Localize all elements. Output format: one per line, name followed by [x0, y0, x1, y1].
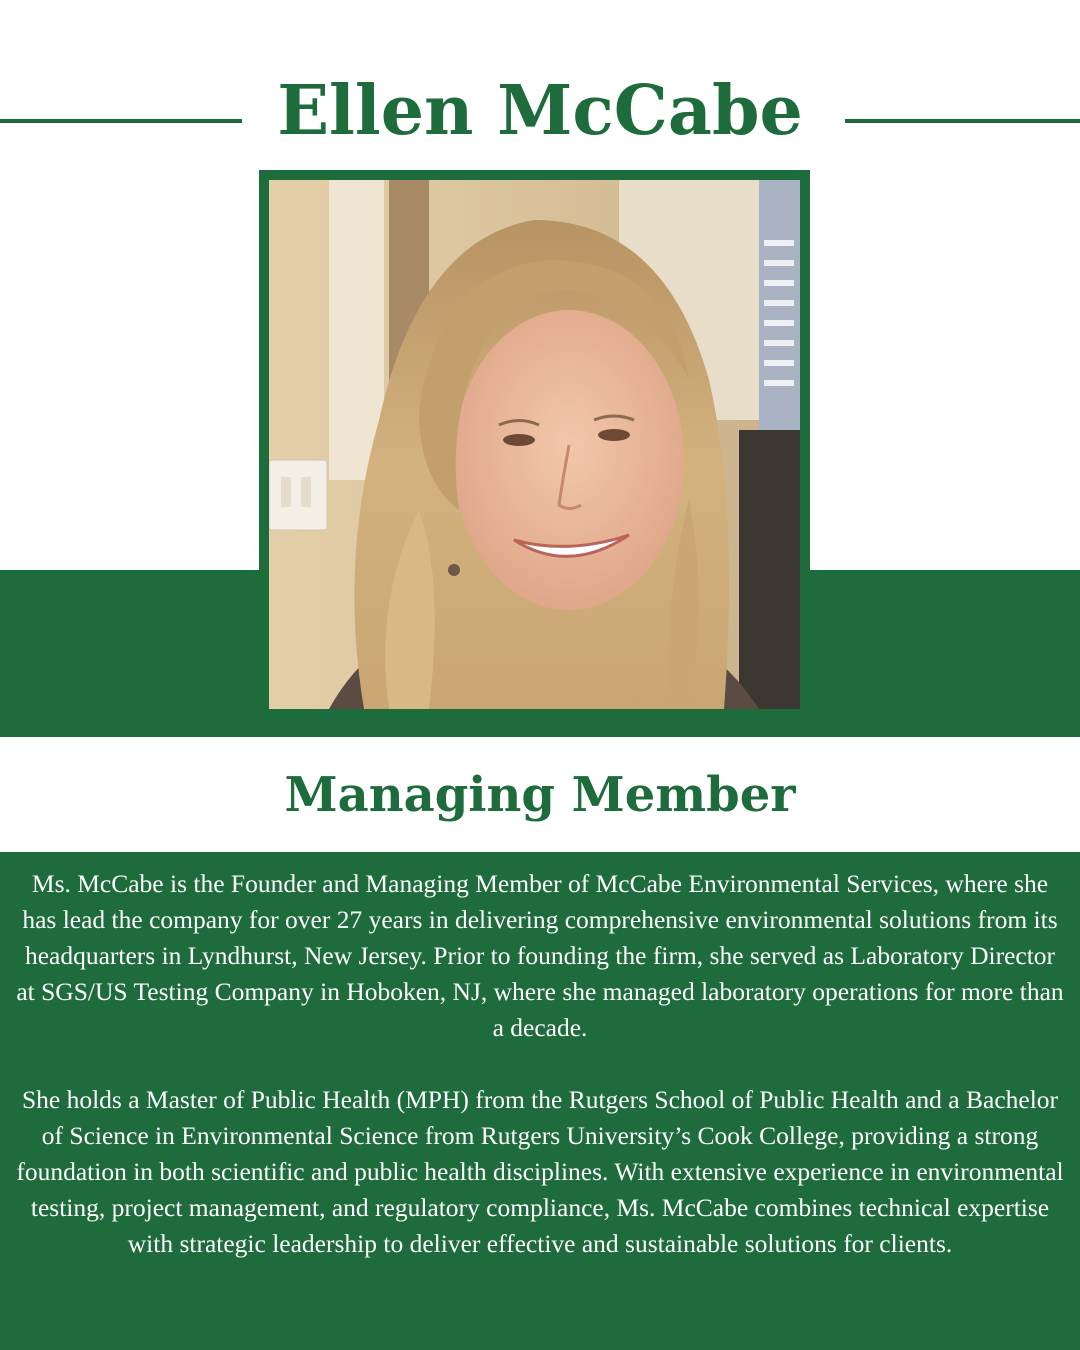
bio-paragraph-1: Ms. McCabe is the Founder and Managing Member of McCabe Environmental Services, where she has lead the company for over 27 years in delivering comprehensive environmental solutions from its headquarters in Lyndhurst, New Jersey. Prior to founding the firm, she served as Laboratory Director at SGS/US Testing Company in Hoboken, NJ, where she managed laboratory operations for more than a decade. [16, 869, 1064, 1042]
photo-frame [259, 170, 810, 719]
portrait-illustration [269, 180, 800, 709]
bio-section [0, 852, 1080, 1350]
portrait-photo [269, 180, 800, 709]
role-title: Managing Member [284, 767, 796, 823]
bio-paragraph-2: She holds a Master of Public Health (MPH) from the Rutgers School of Public Health and a Bachelor of Science in Environmental Science from Rutgers University’s Cook College, providing a strong foundation in both scientific and public health disciplines. With extensive experience in environmental testing, project management, and regulatory compliance, Ms. McCabe combines technical expertise with strategic leadership to deliver effective and sustainable solutions for clients. [16, 1085, 1064, 1258]
person-name: Ellen McCabe [277, 71, 803, 151]
